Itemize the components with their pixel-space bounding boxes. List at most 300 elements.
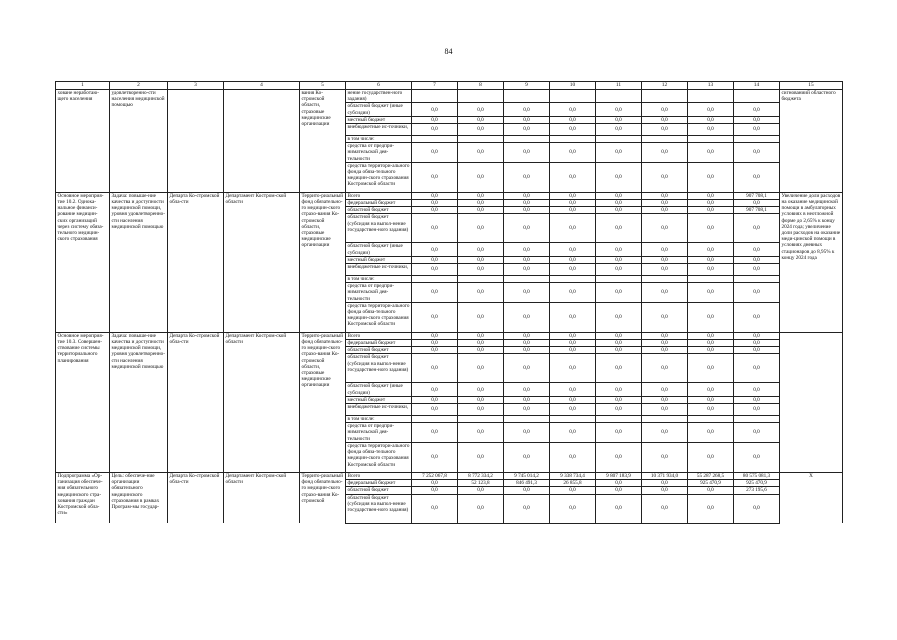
value-cell: 0,0 bbox=[550, 162, 596, 192]
value-cell: 0,0 bbox=[412, 103, 458, 116]
value-cell: 0,0 bbox=[642, 340, 688, 347]
funding-source-label: местный бюджет bbox=[346, 256, 412, 263]
value-cell bbox=[688, 416, 734, 423]
value-cell bbox=[458, 136, 504, 143]
funding-source-label: федеральный бюджет bbox=[346, 340, 412, 347]
funding-source-label: внебюджетные ис-точники, bbox=[346, 404, 412, 416]
value-cell: 0,0 bbox=[412, 383, 458, 396]
value-cell: 0,0 bbox=[596, 143, 642, 163]
column-header-1: 1 bbox=[56, 82, 110, 90]
value-cell: 0,0 bbox=[688, 347, 734, 354]
value-cell: 0,0 bbox=[412, 214, 458, 243]
value-cell: 52 123,8 bbox=[458, 480, 504, 487]
funding-source-label: средства территори-ального фонда обяза-тельного медицин-ского страхования Костромской области bbox=[346, 162, 412, 192]
value-cell bbox=[642, 136, 688, 143]
value-cell: 0,0 bbox=[734, 354, 780, 383]
value-cell: 0,0 bbox=[642, 442, 688, 472]
value-cell: 0,0 bbox=[412, 283, 458, 303]
funding-source-label: областной бюджет bbox=[346, 207, 412, 214]
funding-source-label: местный бюджет bbox=[346, 396, 412, 403]
value-cell: 0,0 bbox=[596, 214, 642, 243]
funding-source-label: местный бюджет bbox=[346, 116, 412, 123]
funding-source-label: областной бюджет bbox=[346, 487, 412, 494]
value-cell: 0,0 bbox=[642, 243, 688, 256]
value-cell: 0,0 bbox=[734, 302, 780, 332]
cell-c5-block3: Террито-риальный фонд обязательно-го медицин-ского страхо-вания Ко-стромской bbox=[300, 472, 346, 523]
value-cell bbox=[596, 276, 642, 283]
value-cell: 0,0 bbox=[734, 283, 780, 303]
value-cell: 0,0 bbox=[550, 494, 596, 523]
value-cell: 0,0 bbox=[458, 423, 504, 443]
cell-c3-block3: Департа Ко-стромской обла-сти bbox=[168, 472, 224, 523]
value-cell: 0,0 bbox=[504, 214, 550, 243]
value-cell bbox=[688, 136, 734, 143]
funding-source-label: федеральный бюджет bbox=[346, 480, 412, 487]
value-cell: 0,0 bbox=[504, 487, 550, 494]
value-cell: 9 745 014,2 bbox=[504, 472, 550, 479]
value-cell bbox=[734, 90, 780, 103]
value-cell: 0,0 bbox=[596, 200, 642, 207]
value-cell: 0,0 bbox=[412, 494, 458, 523]
value-cell: 0,0 bbox=[412, 423, 458, 443]
value-cell: 0,0 bbox=[458, 442, 504, 472]
value-cell: 0,0 bbox=[458, 332, 504, 339]
value-cell: 0,0 bbox=[642, 256, 688, 263]
value-cell: 0,0 bbox=[596, 103, 642, 116]
value-cell: 0,0 bbox=[458, 256, 504, 263]
funding-source-label: Всего bbox=[346, 192, 412, 199]
value-cell: 0,0 bbox=[412, 143, 458, 163]
value-cell: 0,0 bbox=[458, 383, 504, 396]
cell-c2-block0: удовлетворенно-сти населения медицинской помощью bbox=[110, 90, 168, 193]
value-cell: 0,0 bbox=[504, 143, 550, 163]
funding-source-label: областной бюджет bbox=[346, 347, 412, 354]
value-cell: 0,0 bbox=[550, 383, 596, 396]
value-cell: 0,0 bbox=[688, 283, 734, 303]
column-header-9: 9 bbox=[504, 82, 550, 90]
value-cell: 907 708,1 bbox=[734, 207, 780, 214]
funding-source-label: средства территори-ального фонда обяза-тельного медицин-ского страхования Костромской области bbox=[346, 302, 412, 332]
value-cell: 8 772 334,2 bbox=[458, 472, 504, 479]
value-cell: 0,0 bbox=[458, 302, 504, 332]
value-cell: 0,0 bbox=[412, 200, 458, 207]
value-cell: 0,0 bbox=[642, 302, 688, 332]
value-cell: 0,0 bbox=[688, 487, 734, 494]
value-cell bbox=[550, 136, 596, 143]
value-cell: 0,0 bbox=[504, 354, 550, 383]
cell-c4-block0 bbox=[224, 90, 300, 193]
value-cell: 0,0 bbox=[458, 143, 504, 163]
cell-c5-block1: Террито-риальный фонд обязательно-го медицин-ского страхо-вания Ко-стромской области, страховые медицинские организации bbox=[300, 192, 346, 332]
value-cell: 0,0 bbox=[642, 116, 688, 123]
value-cell: 0,0 bbox=[550, 256, 596, 263]
funding-source-label: в том числе: bbox=[346, 416, 412, 423]
value-cell: 0,0 bbox=[550, 124, 596, 136]
value-cell: 0,0 bbox=[504, 103, 550, 116]
value-cell: 0,0 bbox=[550, 396, 596, 403]
value-cell: 0,0 bbox=[504, 332, 550, 339]
funding-source-label: в том числе: bbox=[346, 136, 412, 143]
value-cell: 0,0 bbox=[504, 243, 550, 256]
value-cell bbox=[458, 416, 504, 423]
value-cell: 0,0 bbox=[504, 116, 550, 123]
cell-c15-block2 bbox=[780, 332, 843, 472]
value-cell: 0,0 bbox=[550, 207, 596, 214]
value-cell: 0,0 bbox=[458, 214, 504, 243]
value-cell: 0,0 bbox=[412, 243, 458, 256]
value-cell: 0,0 bbox=[550, 200, 596, 207]
value-cell: 0,0 bbox=[550, 243, 596, 256]
funding-source-label: Всего bbox=[346, 332, 412, 339]
cell-c2-block1: Задача: повыше-ние качества и доступности медицинской помощи, уровня удовлетворенно-сти населения медицинской помощью bbox=[110, 192, 168, 332]
value-cell: 0,0 bbox=[596, 207, 642, 214]
value-cell bbox=[412, 416, 458, 423]
value-cell: 925 470,9 bbox=[734, 480, 780, 487]
value-cell: 0,0 bbox=[734, 116, 780, 123]
table-row bbox=[56, 192, 843, 199]
table-row bbox=[56, 332, 843, 339]
table-row bbox=[56, 90, 843, 103]
value-cell bbox=[734, 416, 780, 423]
value-cell: 0,0 bbox=[642, 494, 688, 523]
financing-table bbox=[55, 81, 843, 524]
value-cell: 0,0 bbox=[412, 347, 458, 354]
cell-c1-block0: ховане неработаю-щего населения bbox=[56, 90, 110, 193]
funding-source-label: областной бюджет (иные субсидии) bbox=[346, 383, 412, 396]
funding-source-label: средства от предпри-нимательской дея-тельности bbox=[346, 423, 412, 443]
value-cell: 0,0 bbox=[642, 192, 688, 199]
cell-c15-block3: Х bbox=[780, 472, 843, 523]
value-cell: 0,0 bbox=[596, 404, 642, 416]
value-cell: 0,0 bbox=[734, 200, 780, 207]
value-cell: 0,0 bbox=[688, 423, 734, 443]
value-cell bbox=[734, 276, 780, 283]
funding-source-label: Всего bbox=[346, 472, 412, 479]
value-cell bbox=[458, 90, 504, 103]
value-cell: 0,0 bbox=[550, 340, 596, 347]
value-cell: 0,0 bbox=[734, 214, 780, 243]
value-cell: 0,0 bbox=[688, 354, 734, 383]
value-cell: 0,0 bbox=[688, 264, 734, 276]
value-cell: 0,0 bbox=[550, 116, 596, 123]
value-cell: 26 855,8 bbox=[550, 480, 596, 487]
value-cell: 0,0 bbox=[412, 256, 458, 263]
value-cell: 0,0 bbox=[504, 347, 550, 354]
value-cell bbox=[550, 416, 596, 423]
value-cell bbox=[412, 136, 458, 143]
value-cell: 0,0 bbox=[596, 264, 642, 276]
value-cell: 0,0 bbox=[642, 383, 688, 396]
value-cell: 0,0 bbox=[642, 347, 688, 354]
value-cell: 0,0 bbox=[596, 302, 642, 332]
value-cell: 0,0 bbox=[458, 116, 504, 123]
value-cell: 0,0 bbox=[550, 214, 596, 243]
value-cell: 0,0 bbox=[642, 332, 688, 339]
value-cell bbox=[504, 276, 550, 283]
value-cell: 0,0 bbox=[458, 162, 504, 192]
column-header-5: 5 bbox=[300, 82, 346, 90]
funding-source-label: областной бюджет (субсидия на выпол-нение государствен-ного задания) bbox=[346, 494, 412, 523]
value-cell bbox=[504, 90, 550, 103]
value-cell: 0,0 bbox=[458, 207, 504, 214]
value-cell: 0,0 bbox=[734, 256, 780, 263]
value-cell: 0,0 bbox=[412, 396, 458, 403]
funding-source-label: средства от предпри-нимательской дея-тельности bbox=[346, 143, 412, 163]
value-cell: 0,0 bbox=[734, 124, 780, 136]
value-cell: 0,0 bbox=[596, 487, 642, 494]
value-cell: 0,0 bbox=[688, 396, 734, 403]
value-cell: 0,0 bbox=[458, 264, 504, 276]
funding-source-label: федеральный бюджет bbox=[346, 200, 412, 207]
cell-c3-block1: Департа Ко-стромской обла-сти bbox=[168, 192, 224, 332]
column-header-8: 8 bbox=[458, 82, 504, 90]
value-cell: 0,0 bbox=[688, 162, 734, 192]
value-cell: 0,0 bbox=[688, 192, 734, 199]
cell-c2-block3: Цель: обеспече-ние организации обязательного медицинского страхования в рамках Програм-мы государ- bbox=[110, 472, 168, 523]
value-cell: 0,0 bbox=[688, 256, 734, 263]
value-cell: 0,0 bbox=[596, 243, 642, 256]
value-cell: 0,0 bbox=[504, 283, 550, 303]
value-cell: 0,0 bbox=[688, 103, 734, 116]
value-cell: 0,0 bbox=[458, 243, 504, 256]
value-cell: 0,0 bbox=[412, 480, 458, 487]
value-cell bbox=[688, 276, 734, 283]
value-cell: 0,0 bbox=[734, 243, 780, 256]
value-cell: 0,0 bbox=[504, 207, 550, 214]
value-cell: 0,0 bbox=[688, 243, 734, 256]
value-cell: 0,0 bbox=[504, 264, 550, 276]
value-cell: 0,0 bbox=[504, 302, 550, 332]
value-cell: 0,0 bbox=[550, 103, 596, 116]
cell-c2-block2: Задача: повыше-ние качества и доступности медицинской помощи, уровня удовлетворенно-сти населения медицинской помощью bbox=[110, 332, 168, 472]
value-cell: 0,0 bbox=[550, 302, 596, 332]
value-cell: 0,0 bbox=[596, 256, 642, 263]
value-cell: 0,0 bbox=[734, 347, 780, 354]
funding-source-label: областной бюджет (иные субсидии) bbox=[346, 103, 412, 116]
funding-source-label: средства от предпри-нимательской дея-тельности bbox=[346, 283, 412, 303]
value-cell: 0,0 bbox=[412, 162, 458, 192]
value-cell: 0,0 bbox=[550, 404, 596, 416]
value-cell: 0,0 bbox=[504, 494, 550, 523]
value-cell: 0,0 bbox=[642, 103, 688, 116]
value-cell: 0,0 bbox=[412, 302, 458, 332]
value-cell: 0,0 bbox=[458, 200, 504, 207]
value-cell: 0,0 bbox=[688, 442, 734, 472]
value-cell bbox=[412, 276, 458, 283]
value-cell: 0,0 bbox=[596, 423, 642, 443]
value-cell: 0,0 bbox=[734, 383, 780, 396]
value-cell: 0,0 bbox=[504, 383, 550, 396]
value-cell: 0,0 bbox=[596, 332, 642, 339]
value-cell: 0,0 bbox=[734, 103, 780, 116]
value-cell: 0,0 bbox=[642, 487, 688, 494]
value-cell: 0,0 bbox=[688, 116, 734, 123]
value-cell: 0,0 bbox=[550, 283, 596, 303]
value-cell: 0,0 bbox=[550, 332, 596, 339]
value-cell: 0,0 bbox=[458, 347, 504, 354]
value-cell: 0,0 bbox=[504, 124, 550, 136]
value-cell: 0,0 bbox=[734, 162, 780, 192]
value-cell bbox=[642, 416, 688, 423]
column-header-15: 15 bbox=[780, 82, 843, 90]
value-cell: 0,0 bbox=[688, 207, 734, 214]
funding-source-label: внебюджетные ис-точники, bbox=[346, 264, 412, 276]
value-cell: 0,0 bbox=[596, 283, 642, 303]
value-cell: 0,0 bbox=[734, 494, 780, 523]
value-cell: 0,0 bbox=[642, 283, 688, 303]
value-cell bbox=[458, 276, 504, 283]
value-cell: 0,0 bbox=[458, 487, 504, 494]
value-cell: 0,0 bbox=[642, 396, 688, 403]
value-cell: 7 252 067,8 bbox=[412, 472, 458, 479]
value-cell: 0,0 bbox=[458, 283, 504, 303]
value-cell bbox=[642, 90, 688, 103]
value-cell: 0,0 bbox=[734, 442, 780, 472]
value-cell: 0,0 bbox=[688, 383, 734, 396]
value-cell: 0,0 bbox=[412, 332, 458, 339]
value-cell: 0,0 bbox=[596, 396, 642, 403]
cell-c15-block0: сигнованиий областного бюджета bbox=[780, 90, 843, 193]
cell-c1-block1: Основное мероприя-тие 10.2. Однока-нальное финанси-рование медицин-ских организаций через систему обяза-тельного медицин-ского страхования bbox=[56, 192, 110, 332]
value-cell: 0,0 bbox=[734, 143, 780, 163]
value-cell bbox=[688, 90, 734, 103]
cell-c5-block2: Террито-риальный фонд обязательно-го медицин-ского страхо-вания Ко-стромской области, страховые медицинские организации bbox=[300, 332, 346, 472]
value-cell bbox=[734, 136, 780, 143]
value-cell: 0,0 bbox=[458, 404, 504, 416]
value-cell: 0,0 bbox=[458, 124, 504, 136]
value-cell: 80 575 081,3 bbox=[734, 472, 780, 479]
column-header-7: 7 bbox=[412, 82, 458, 90]
value-cell: 0,0 bbox=[734, 404, 780, 416]
value-cell: 0,0 bbox=[412, 264, 458, 276]
value-cell: 0,0 bbox=[642, 404, 688, 416]
value-cell: 0,0 bbox=[412, 340, 458, 347]
cell-c4-block2: Департамент Костром-ской области bbox=[224, 332, 300, 472]
value-cell: 0,0 bbox=[596, 340, 642, 347]
value-cell: 0,0 bbox=[458, 103, 504, 116]
value-cell bbox=[596, 416, 642, 423]
value-cell: 0,0 bbox=[596, 116, 642, 123]
value-cell: 0,0 bbox=[734, 396, 780, 403]
value-cell: 0,0 bbox=[596, 383, 642, 396]
value-cell: 0,0 bbox=[688, 494, 734, 523]
value-cell bbox=[412, 90, 458, 103]
table-row bbox=[56, 472, 843, 479]
funding-source-label: областной бюджет (субсидия на выпол-нение государствен-ного задания) bbox=[346, 214, 412, 243]
value-cell: 55 287 268,5 bbox=[688, 472, 734, 479]
value-cell: 0,0 bbox=[642, 423, 688, 443]
value-cell: 0,0 bbox=[550, 347, 596, 354]
value-cell bbox=[504, 136, 550, 143]
value-cell: 0,0 bbox=[596, 494, 642, 523]
value-cell: 0,0 bbox=[596, 347, 642, 354]
value-cell: 846 491,3 bbox=[504, 480, 550, 487]
value-cell: 0,0 bbox=[734, 340, 780, 347]
funding-source-label: внебюджетные ис-точники, bbox=[346, 124, 412, 136]
value-cell: 907 708,1 bbox=[734, 192, 780, 199]
cell-c4-block1: Департамент Костром-ской области bbox=[224, 192, 300, 332]
column-header-12: 12 bbox=[642, 82, 688, 90]
column-header-14: 14 bbox=[734, 82, 780, 90]
cell-c15-block1: Увеличение доли расходов на оказание медицинской помощи в амбулаторных условиях в неотложной форме до 2,65% к концу 2024 года; увеличение доли расходов на оказание меди-цинской помощи в условиях дневных стационаров до 8,95% к концу 2024 года bbox=[780, 192, 843, 332]
value-cell: 0,0 bbox=[642, 207, 688, 214]
value-cell: 0,0 bbox=[688, 143, 734, 163]
funding-source-label: областной бюджет (субсидия на выпол-нение государствен-ного задания) bbox=[346, 354, 412, 383]
value-cell bbox=[504, 416, 550, 423]
value-cell: 0,0 bbox=[596, 124, 642, 136]
value-cell: 0,0 bbox=[688, 200, 734, 207]
value-cell: 0,0 bbox=[550, 442, 596, 472]
value-cell: 0,0 bbox=[596, 480, 642, 487]
value-cell: 0,0 bbox=[550, 423, 596, 443]
column-header-13: 13 bbox=[688, 82, 734, 90]
value-cell: 0,0 bbox=[458, 192, 504, 199]
value-cell: 0,0 bbox=[412, 354, 458, 383]
value-cell: 0,0 bbox=[458, 494, 504, 523]
value-cell: 0,0 bbox=[412, 207, 458, 214]
value-cell: 0,0 bbox=[504, 162, 550, 192]
column-header-10: 10 bbox=[550, 82, 596, 90]
cell-c3-block0 bbox=[168, 90, 224, 193]
column-header-4: 4 bbox=[224, 82, 300, 90]
value-cell: 0,0 bbox=[734, 423, 780, 443]
funding-source-label: в том числе: bbox=[346, 276, 412, 283]
cell-c5-block0: вания Ко-стромской области, страховые медицинские организации bbox=[300, 90, 346, 193]
page-number: 84 bbox=[444, 47, 453, 56]
value-cell: 0,0 bbox=[458, 396, 504, 403]
value-cell: 0,0 bbox=[504, 200, 550, 207]
value-cell: 273 195,6 bbox=[734, 487, 780, 494]
value-cell: 0,0 bbox=[550, 487, 596, 494]
value-cell: 0,0 bbox=[550, 354, 596, 383]
value-cell bbox=[642, 276, 688, 283]
value-cell: 0,0 bbox=[642, 264, 688, 276]
value-cell: 0,0 bbox=[596, 192, 642, 199]
cell-c3-block2: Департа Ко-стромской обла-сти bbox=[168, 332, 224, 472]
value-cell: 0,0 bbox=[412, 487, 458, 494]
value-cell: 10 371 934,0 bbox=[642, 472, 688, 479]
value-cell: 0,0 bbox=[504, 423, 550, 443]
value-cell: 0,0 bbox=[688, 302, 734, 332]
value-cell: 9 807 183,9 bbox=[596, 472, 642, 479]
column-header-row bbox=[56, 82, 843, 90]
value-cell bbox=[550, 276, 596, 283]
value-cell bbox=[550, 90, 596, 103]
value-cell: 0,0 bbox=[412, 116, 458, 123]
value-cell: 0,0 bbox=[734, 264, 780, 276]
value-cell: 0,0 bbox=[412, 442, 458, 472]
value-cell: 0,0 bbox=[642, 143, 688, 163]
value-cell: 0,0 bbox=[734, 332, 780, 339]
value-cell: 0,0 bbox=[688, 404, 734, 416]
value-cell bbox=[596, 90, 642, 103]
value-cell: 0,0 bbox=[596, 162, 642, 192]
value-cell: 0,0 bbox=[688, 214, 734, 243]
value-cell: 0,0 bbox=[458, 340, 504, 347]
value-cell: 0,0 bbox=[642, 480, 688, 487]
column-header-3: 3 bbox=[168, 82, 224, 90]
value-cell: 0,0 bbox=[550, 143, 596, 163]
value-cell: 0,0 bbox=[504, 340, 550, 347]
cell-c1-block3: Подпрограмма «Ор-ганизация обеспече-ния обязательного медицинского стра-хования граждан Костромской обла-сти» bbox=[56, 472, 110, 523]
value-cell: 0,0 bbox=[504, 192, 550, 199]
value-cell: 925 470,9 bbox=[688, 480, 734, 487]
value-cell: 0,0 bbox=[642, 124, 688, 136]
cell-c4-block3: Департамент Костром-ской области bbox=[224, 472, 300, 523]
value-cell: 0,0 bbox=[458, 354, 504, 383]
value-cell: 0,0 bbox=[412, 404, 458, 416]
value-cell bbox=[596, 136, 642, 143]
